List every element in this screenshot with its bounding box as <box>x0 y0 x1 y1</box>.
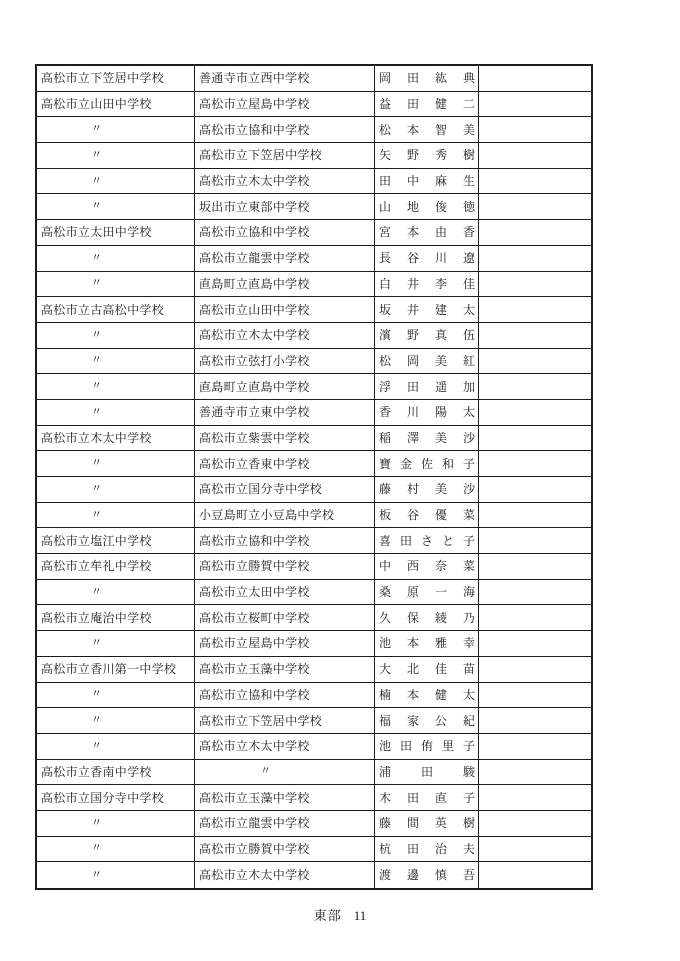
name-character: 秀 <box>434 148 447 163</box>
name-character: 田 <box>379 174 392 189</box>
notes-cell <box>479 323 591 349</box>
name-character: 太 <box>462 687 475 702</box>
to-school-cell: 直島町立直島中学校 <box>195 272 375 298</box>
name-character: 杭 <box>379 841 392 856</box>
person-name-cell <box>375 862 479 888</box>
name-character: 遼 <box>462 251 475 266</box>
person-name-cell <box>375 272 479 298</box>
footer-page-number: 11 <box>353 908 367 923</box>
name-character: 澤 <box>406 430 419 445</box>
name-character: 村 <box>406 482 419 497</box>
to-school-cell: 高松市立勝賀中学校 <box>195 837 375 863</box>
name-character: 岡 <box>379 71 392 86</box>
name-character: 渡 <box>379 868 392 883</box>
name-character: 直 <box>434 790 447 805</box>
name-character: 二 <box>462 97 475 112</box>
from-school-cell: 〃 <box>37 708 195 734</box>
name-character: 菜 <box>462 508 475 523</box>
name-character: 保 <box>406 610 419 625</box>
to-school-cell: 高松市立木太中学校 <box>195 862 375 888</box>
name-character: 寶 <box>379 456 392 471</box>
from-school-cell: 高松市立下笠居中学校 <box>37 66 195 92</box>
from-school-cell: 〃 <box>37 169 195 195</box>
from-school-cell: 〃 <box>37 246 195 272</box>
name-character: 苗 <box>462 662 475 677</box>
from-school-cell: 〃 <box>37 811 195 837</box>
notes-cell <box>479 708 591 734</box>
person-name-cell <box>375 374 479 400</box>
person-name-cell <box>375 734 479 760</box>
to-school-cell: 高松市立国分寺中学校 <box>195 477 375 503</box>
name-character: 幸 <box>462 636 475 651</box>
name-character: 俊 <box>434 199 447 214</box>
from-school-cell: 〃 <box>37 734 195 760</box>
person-name-cell <box>375 246 479 272</box>
from-school-cell: 〃 <box>37 862 195 888</box>
notes-cell <box>479 117 591 143</box>
person-name-cell <box>375 117 479 143</box>
from-school-cell: 高松市立香川第一中学校 <box>37 657 195 683</box>
name-character: 夫 <box>462 841 475 856</box>
name-character: 浦 <box>379 764 392 779</box>
name-character: 坂 <box>379 302 392 317</box>
person-name-cell <box>375 657 479 683</box>
from-school-cell: 〃 <box>37 323 195 349</box>
name-character: 谷 <box>406 251 419 266</box>
person-name-cell <box>375 708 479 734</box>
name-character: 板 <box>379 508 392 523</box>
notes-cell <box>479 169 591 195</box>
name-character: 松 <box>379 122 392 137</box>
from-school-cell: 高松市立太田中学校 <box>37 220 195 246</box>
person-name-cell <box>375 785 479 811</box>
to-school-cell: 高松市立木太中学校 <box>195 323 375 349</box>
person-name-cell <box>375 451 479 477</box>
person-name-cell <box>375 220 479 246</box>
to-school-cell: 坂出市立東部中学校 <box>195 194 375 220</box>
name-character: 田 <box>399 533 412 548</box>
notes-cell <box>479 220 591 246</box>
name-character: 白 <box>379 276 392 291</box>
name-character: 陽 <box>434 405 447 420</box>
name-character: 子 <box>462 790 475 805</box>
name-character: 子 <box>462 533 475 548</box>
person-name-cell <box>375 811 479 837</box>
to-school-cell: 高松市立勝賀中学校 <box>195 554 375 580</box>
person-name-cell <box>375 528 479 554</box>
name-character: 香 <box>379 405 392 420</box>
name-character: 井 <box>406 302 419 317</box>
name-character: 和 <box>441 456 454 471</box>
name-character: 邊 <box>406 868 419 883</box>
name-character: 海 <box>462 585 475 600</box>
name-character: 川 <box>406 405 419 420</box>
from-school-cell: 〃 <box>37 580 195 606</box>
to-school-cell: 高松市立玉藻中学校 <box>195 785 375 811</box>
name-character: 美 <box>462 122 475 137</box>
name-character: 田 <box>406 71 419 86</box>
name-character: 桑 <box>379 585 392 600</box>
name-character: 健 <box>434 97 447 112</box>
person-name-cell <box>375 426 479 452</box>
name-character: 紘 <box>434 71 447 86</box>
notes-cell <box>479 66 591 92</box>
person-name-cell <box>375 194 479 220</box>
name-character: 野 <box>406 328 419 343</box>
notes-cell <box>479 92 591 118</box>
notes-cell <box>479 580 591 606</box>
name-character: 藤 <box>379 816 392 831</box>
notes-cell <box>479 631 591 657</box>
to-school-cell: 高松市立協和中学校 <box>195 528 375 554</box>
name-character: 沙 <box>462 482 475 497</box>
name-character: 菜 <box>462 559 475 574</box>
name-character: 田 <box>399 739 412 754</box>
from-school-cell: 〃 <box>37 683 195 709</box>
notes-cell <box>479 811 591 837</box>
name-character: 吾 <box>462 868 475 883</box>
name-character: 井 <box>406 276 419 291</box>
name-character: 川 <box>434 251 447 266</box>
name-character: 益 <box>379 97 392 112</box>
person-name-cell <box>375 503 479 529</box>
person-name-cell <box>375 837 479 863</box>
name-character: 英 <box>434 816 447 831</box>
person-name-cell <box>375 143 479 169</box>
person-name-cell <box>375 631 479 657</box>
name-character: 駿 <box>462 764 475 779</box>
name-character: 宮 <box>379 225 392 240</box>
to-school-cell: 高松市立木太中学校 <box>195 169 375 195</box>
name-character: 矢 <box>379 148 392 163</box>
notes-cell <box>479 605 591 631</box>
name-character: 健 <box>434 687 447 702</box>
to-school-cell: 高松市立協和中学校 <box>195 117 375 143</box>
name-character: 本 <box>406 636 419 651</box>
notes-cell <box>479 785 591 811</box>
notes-cell <box>479 528 591 554</box>
name-character: 喜 <box>379 533 392 548</box>
from-school-cell: 〃 <box>37 349 195 375</box>
name-character: 建 <box>434 302 447 317</box>
person-name-cell <box>375 580 479 606</box>
from-school-cell: 高松市立木太中学校 <box>37 426 195 452</box>
name-character: 子 <box>462 456 475 471</box>
name-character: 伍 <box>462 328 475 343</box>
name-character: と <box>441 533 454 548</box>
to-school-cell: 高松市立玉藻中学校 <box>195 657 375 683</box>
to-school-cell: 高松市立屋島中学校 <box>195 631 375 657</box>
notes-cell <box>479 194 591 220</box>
from-school-cell: 〃 <box>37 374 195 400</box>
to-school-cell: 〃 <box>195 760 375 786</box>
from-school-cell: 〃 <box>37 837 195 863</box>
from-school-cell: 〃 <box>37 400 195 426</box>
to-school-cell: 高松市立弦打小学校 <box>195 349 375 375</box>
from-school-cell: 〃 <box>37 631 195 657</box>
name-character: 楠 <box>379 687 392 702</box>
name-character: 太 <box>462 302 475 317</box>
name-character: 奈 <box>434 559 447 574</box>
from-school-cell: 高松市立香南中学校 <box>37 760 195 786</box>
name-character: 遥 <box>434 379 447 394</box>
name-character: 美 <box>434 430 447 445</box>
footer-region-label: 東部 <box>313 908 342 923</box>
person-name-cell <box>375 169 479 195</box>
name-character: 大 <box>379 662 392 677</box>
name-character: 久 <box>379 610 392 625</box>
notes-cell <box>479 683 591 709</box>
name-character: 李 <box>434 276 447 291</box>
name-character: 地 <box>406 199 419 214</box>
name-character: 原 <box>406 585 419 600</box>
name-character: 加 <box>462 379 475 394</box>
person-name-cell <box>375 66 479 92</box>
name-character: 樹 <box>462 816 475 831</box>
to-school-cell: 高松市立龍雲中学校 <box>195 246 375 272</box>
notes-cell <box>479 503 591 529</box>
name-character: 綾 <box>434 610 447 625</box>
name-character: 智 <box>434 122 447 137</box>
to-school-cell: 直島町立直島中学校 <box>195 374 375 400</box>
name-character: 福 <box>379 713 392 728</box>
from-school-cell: 〃 <box>37 503 195 529</box>
from-school-cell: 高松市立国分寺中学校 <box>37 785 195 811</box>
notes-cell <box>479 734 591 760</box>
name-character: 沙 <box>462 430 475 445</box>
name-character: 美 <box>434 482 447 497</box>
name-character: 佳 <box>434 662 447 677</box>
notes-cell <box>479 837 591 863</box>
person-name-cell <box>375 683 479 709</box>
person-name-cell <box>375 297 479 323</box>
from-school-cell: 〃 <box>37 117 195 143</box>
notes-cell <box>479 349 591 375</box>
name-character: 里 <box>441 739 454 754</box>
to-school-cell: 高松市立紫雲中学校 <box>195 426 375 452</box>
name-character: さ <box>420 533 433 548</box>
name-character: 山 <box>379 199 392 214</box>
name-character: 紅 <box>462 353 475 368</box>
from-school-cell: 〃 <box>37 451 195 477</box>
notes-cell <box>479 246 591 272</box>
from-school-cell: 〃 <box>37 194 195 220</box>
name-character: 木 <box>379 790 392 805</box>
name-character: 生 <box>462 174 475 189</box>
from-school-cell: 高松市立牟礼中学校 <box>37 554 195 580</box>
name-character: 侑 <box>420 739 433 754</box>
name-character: 一 <box>434 585 447 600</box>
from-school-cell: 〃 <box>37 272 195 298</box>
person-name-cell <box>375 477 479 503</box>
name-character: 雅 <box>434 636 447 651</box>
notes-cell <box>479 477 591 503</box>
name-character: 岡 <box>406 353 419 368</box>
name-character: 徳 <box>462 199 475 214</box>
name-character: 金 <box>399 456 412 471</box>
notes-cell <box>479 426 591 452</box>
to-school-cell: 高松市立協和中学校 <box>195 220 375 246</box>
person-name-cell <box>375 760 479 786</box>
person-name-cell <box>375 349 479 375</box>
name-character: 中 <box>406 174 419 189</box>
person-name-cell <box>375 554 479 580</box>
name-character: 佳 <box>462 276 475 291</box>
to-school-cell: 善通寺市立西中学校 <box>195 66 375 92</box>
from-school-cell: 〃 <box>37 143 195 169</box>
to-school-cell: 高松市立木太中学校 <box>195 734 375 760</box>
from-school-cell: 高松市立塩江中学校 <box>37 528 195 554</box>
name-character: 長 <box>379 251 392 266</box>
name-character: 太 <box>462 405 475 420</box>
person-name-cell <box>375 605 479 631</box>
name-character: 藤 <box>379 482 392 497</box>
notes-cell <box>479 143 591 169</box>
name-character: 治 <box>434 841 447 856</box>
to-school-cell: 高松市立下笠居中学校 <box>195 708 375 734</box>
name-character: 樹 <box>462 148 475 163</box>
name-character: 北 <box>406 662 419 677</box>
notes-cell <box>479 297 591 323</box>
notes-cell <box>479 400 591 426</box>
name-character: 田 <box>406 841 419 856</box>
notes-cell <box>479 554 591 580</box>
person-name-cell <box>375 92 479 118</box>
name-character: 真 <box>434 328 447 343</box>
name-character: 家 <box>406 713 419 728</box>
name-character: 慎 <box>434 868 447 883</box>
to-school-cell: 高松市立協和中学校 <box>195 683 375 709</box>
person-name-cell <box>375 400 479 426</box>
name-character: 池 <box>379 739 392 754</box>
notes-cell <box>479 760 591 786</box>
name-character: 中 <box>379 559 392 574</box>
from-school-cell: 高松市立山田中学校 <box>37 92 195 118</box>
name-character: 谷 <box>406 508 419 523</box>
name-character: 本 <box>406 687 419 702</box>
page-footer <box>0 905 680 924</box>
name-character: 由 <box>434 225 447 240</box>
to-school-cell: 高松市立太田中学校 <box>195 580 375 606</box>
name-character: 濱 <box>379 328 392 343</box>
to-school-cell: 高松市立龍雲中学校 <box>195 811 375 837</box>
name-character: 美 <box>434 353 447 368</box>
name-character: 子 <box>462 739 475 754</box>
name-character: 田 <box>406 97 419 112</box>
name-character: 野 <box>406 148 419 163</box>
transfer-roster-table <box>35 64 593 890</box>
to-school-cell: 高松市立屋島中学校 <box>195 92 375 118</box>
name-character: 乃 <box>462 610 475 625</box>
name-character: 典 <box>462 71 475 86</box>
name-character: 池 <box>379 636 392 651</box>
name-character: 佐 <box>420 456 433 471</box>
to-school-cell: 小豆島町立小豆島中学校 <box>195 503 375 529</box>
name-character: 田 <box>420 764 433 779</box>
notes-cell <box>479 657 591 683</box>
notes-cell <box>479 451 591 477</box>
notes-cell <box>479 374 591 400</box>
from-school-cell: 高松市立古高松中学校 <box>37 297 195 323</box>
name-character: 優 <box>434 508 447 523</box>
name-character: 本 <box>406 122 419 137</box>
name-character: 間 <box>406 816 419 831</box>
name-character: 麻 <box>434 174 447 189</box>
notes-cell <box>479 862 591 888</box>
name-character: 田 <box>406 379 419 394</box>
to-school-cell: 高松市立下笠居中学校 <box>195 143 375 169</box>
name-character: 紀 <box>462 713 475 728</box>
name-character: 田 <box>406 790 419 805</box>
name-character: 西 <box>406 559 419 574</box>
to-school-cell: 善通寺市立東中学校 <box>195 400 375 426</box>
name-character: 香 <box>462 225 475 240</box>
person-name-cell <box>375 323 479 349</box>
notes-cell <box>479 272 591 298</box>
name-character: 稲 <box>379 430 392 445</box>
name-character: 本 <box>406 225 419 240</box>
to-school-cell: 高松市立桜町中学校 <box>195 605 375 631</box>
name-character: 浮 <box>379 379 392 394</box>
from-school-cell: 〃 <box>37 477 195 503</box>
name-character: 松 <box>379 353 392 368</box>
to-school-cell: 高松市立山田中学校 <box>195 297 375 323</box>
from-school-cell: 高松市立庵治中学校 <box>37 605 195 631</box>
name-character: 公 <box>434 713 447 728</box>
to-school-cell: 高松市立香東中学校 <box>195 451 375 477</box>
